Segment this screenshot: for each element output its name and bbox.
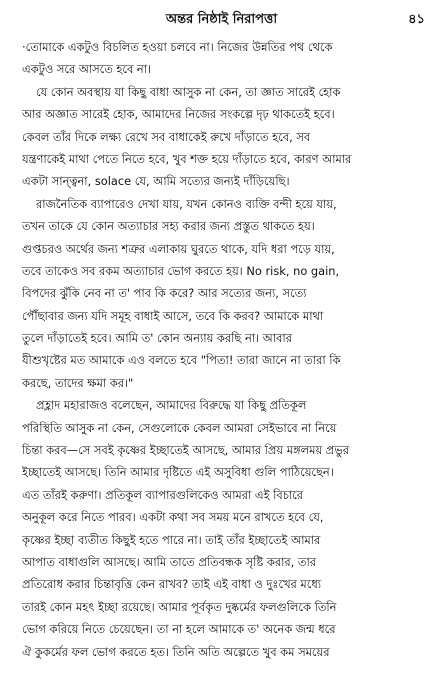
text-line: একটুও সরে আসতে হবে না। [22,62,152,77]
text-line: তবে তাকেও সব রকম অত্যাচার ভোগ করতে হয়। No risk, no gain, [22,263,340,278]
page-number: ৪১ [408,12,425,27]
text-line: তুলে দাঁড়াতেই হবে। আমি ত' কোন অন্যায় করছি না। আবার [22,331,292,346]
text-line: চিন্তা করব—সে সবই কৃষ্ণের ইচ্ছাতেই আসছে, আমার প্রিয় মঙ্গলময় প্রভুর [22,443,350,458]
text-line: প্রহ্লাদ মহারাজও বলেছেন, আমাদের বিরুদ্ধে যা কিছু প্রতিকূল [36,398,307,413]
text-line: যন্ত্রণাকেই মাথা পেতে নিতে হবে, খুব শক্ত হয়ে দাঁড়াতে হবে, কারণ আমার [22,151,352,166]
text-line: আপাত বাধাগুলি আসছে। আমি তাতে প্রতিবন্ধক সৃষ্টি করার, তার [22,554,317,569]
text-line: প্রতিরোধ করার চিন্তাবৃত্তি কেন রাখব? তাই এই বাধা ও দুঃখের মধ্যে [22,577,322,592]
text-line: তারই কোন মহৎ ইচ্ছা রয়েছে। আমার পূর্বকৃত দুষ্কর্মের ফলগুলিকে তিনি [22,599,337,614]
text-line: ঐ কুকর্মের ফল ভোগ করতে হত। তিনি অতি অল্পেতে খুব কম সময়ের [22,644,330,659]
text-line: তখন তাকে যে কোন অত্যাচার সহ্য করার জন্য প্রস্তুত থাকতে হয়। [22,219,315,234]
text-line: করছে, তাদের ক্ষমা কর।" [22,375,134,390]
text-line: ·তোমাকে একটুও বিচলিত হওয়া চলবে না। নিজের উন্নতির পথ থেকে [22,40,333,54]
text-line: ইচ্ছাতেই আসছে। তিনি আমার দৃষ্টিতে এই অসুবিধা গুলি পাঠিয়েছেন। [22,465,334,480]
text-line: পৌঁছাবার জন্য যদি সমূহ বাধাই আসে, তবে কি করব? আমাকে মাথা [22,308,324,323]
text-line: অনুকূল করে নিতে পারব। একটা কথা সব সময় মনে রাখতে হবে যে, [22,510,324,525]
text-line: পরিস্থিতি আসুক না কেন, সেগুলোকে কেবল আমরা সেইভাবে না নিয়ে [22,420,337,435]
text-line: একটা সান্ত্বনা, solace যে, আমি সত্যের জন্যই দাঁড়িয়েছি। [22,174,290,189]
text-line: গুপ্তচরও অর্থের জন্য শত্রুর এলাকায় ঘুরতে থাকে, যদি ধরা পড়ে যায়, [22,241,335,256]
text-line: বিপদের ঝুঁকি নেব না ত' পাব কি করে? আর সত্যের জন্য, সত্যে [22,286,307,301]
text-line: কেবল তাঁর দিকে লক্ষ্য রেখে সব বাধাকেই রুখে দাঁড়াতে হবে, সব [22,129,311,144]
running-title: অন্তর নিষ্ঠাই নিরাপত্তা [165,12,278,27]
text-line: আর অজ্ঞাত সারেই হোক, আমাদের নিজের সংকল্পে দৃঢ় থাকতেই হবে। [22,107,335,122]
text-line: যে কোন অবস্থায় যা কিছু বাধা আসুক না কেন, তা জ্ঞাত সারেই হোক [36,84,341,99]
body-text [22,36,427,663]
text-line: এত তাঁরই করুণা। প্রতিকূল ব্যাপারগুলিকেও আমরা এই বিচারে [22,487,304,502]
text-line: কৃষ্ণের ইচ্ছা ব্যতীত কিছুই হতে পারে না। তাই তাঁর ইচ্ছাতেই আমার [22,532,321,547]
running-head [0,8,443,34]
text-line: যীশুখৃষ্টের মত আমাকে এও বলতে হবে "পিতা! তারা জানে না তারা কি [22,353,341,368]
text-line: রাজনৈতিক ব্যাপারেও দেখা যায়, যখন কোনও ব্যক্তি বন্দী হয়ে যায়, [36,196,337,211]
text-line: ভোগ করিয়ে নিতে চেয়েছেন। তা না হলে আমাকে ত' অনেক জন্ম ধরে [22,622,336,637]
